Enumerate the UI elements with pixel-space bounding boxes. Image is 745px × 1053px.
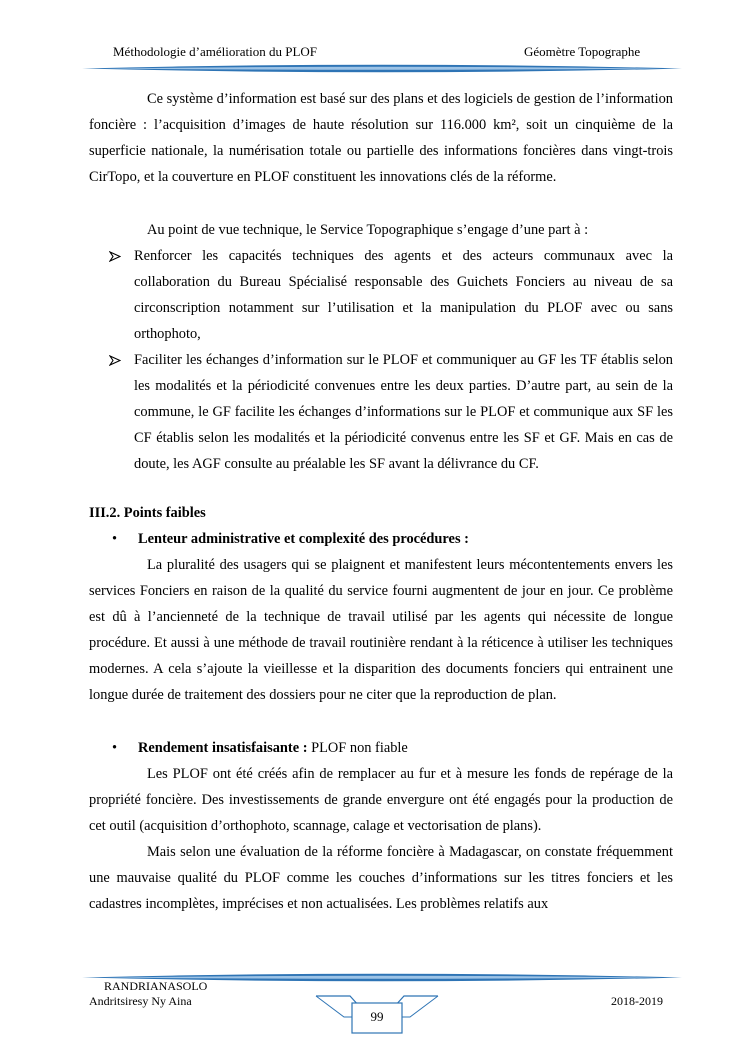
list-item-text: Faciliter les échanges d’information sur le PLOF et communiquer au GF les TF établis selon les modalités et la périodicité convenues entre les deux parties. D’autre part, au sein de la commune, le GF facilite les échanges d’informations sur le PLOF et communique aux SF les CF établis selon les modalités et la périodicité convenus entre les SF et GF. Mais en cas de doute, les AGF consulte au préalable les SF avant la délivrance du CF. (134, 352, 673, 472)
paragraph-plof-quality: Mais selon une évaluation de la réforme foncière à Madagascar, on constate fréquemment une mauvaise qualité du PLOF comme les couches d’informations sur les titres fonciers et les cadastres incomplètes, imprécises et non actualisées. Les problèmes relatifs aux (89, 844, 673, 912)
section-heading: III.2. Points faibles (89, 505, 206, 521)
academic-year: 2018-2019 (611, 994, 663, 1008)
paragraph-slowness: La pluralité des usagers qui se plaignent et manifestent leurs mécontentements envers les services Fonciers en raison de la qualité du service fourni augmentent de jour en jour. Ce problème est dû à l’ancienneté de la technique de travail utilisé par les agents qui nécessite de longue procédure. Et aussi à une méthode de travail routinière rendant à la réticence à utiliser les techniques modernes. A cela s’ajoute la vieillesse et la disparition des documents fonciers qui entrainent une longue durée de traitement des dossiers pour ne citer que la reproduction de plan. (89, 557, 673, 703)
header-subtitle: Géomètre Topographe (524, 44, 641, 59)
list-item (89, 347, 673, 477)
arrow-bullet-icon (109, 251, 121, 262)
commitments-list (89, 243, 673, 477)
page-number: 99 (370, 1009, 384, 1024)
bullet-dot-icon: • (112, 531, 118, 547)
weakness-item-slowness (89, 526, 673, 552)
weakness-item-performance (89, 735, 673, 761)
author-surname: RANDRIANASOLO (104, 979, 208, 993)
weakness-subtitle: PLOF non fiable (307, 740, 408, 756)
list-item (89, 243, 673, 347)
page-content (89, 86, 673, 917)
paragraph-technical: Au point de vue technique, le Service Topographique s’engage d’une part à : (147, 222, 589, 238)
header-title: Méthodologie d’amélioration du PLOF (113, 44, 318, 59)
list-item-text: Renforcer les capacités techniques des agents et des acteurs communaux avec la collaboration du Bureau Spécialisé responsable des Guichets Fonciers au niveau de sa circonscription notamment sur l’utilisation et la manipulation du PLOF avec ou sans orthophoto, (134, 248, 673, 342)
header-rule (82, 64, 682, 73)
paragraph-intro: Ce système d’information est basé sur des plans et des logiciels de gestion de l’information foncière : l’acquisition d’images de haute résolution sur 116.000 km², soit un cinquième de la superficie nationale, la numérisation totale ou partielle des informations foncières dans vingt-trois CirTopo, et la couverture en PLOF constituent les innovations clés de la réforme. (89, 91, 673, 185)
arrow-bullet-icon (109, 355, 121, 366)
author-given-name: Andritsiresy Ny Aina (89, 994, 192, 1008)
paragraph-plof-purpose: Les PLOF ont été créés afin de remplacer au fur et à mesure les fonds de repérage de la propriété foncière. Des investissements de grande envergure ont été engagés pour la production de cet outil (acquisition d’orthophoto, scannage, calage et vectorisation de plans). (89, 766, 673, 834)
bullet-dot-icon: • (112, 740, 118, 756)
weakness-title: Rendement insatisfaisante : (138, 740, 308, 756)
weakness-title: Lenteur administrative et complexité des procédures : (138, 531, 469, 547)
